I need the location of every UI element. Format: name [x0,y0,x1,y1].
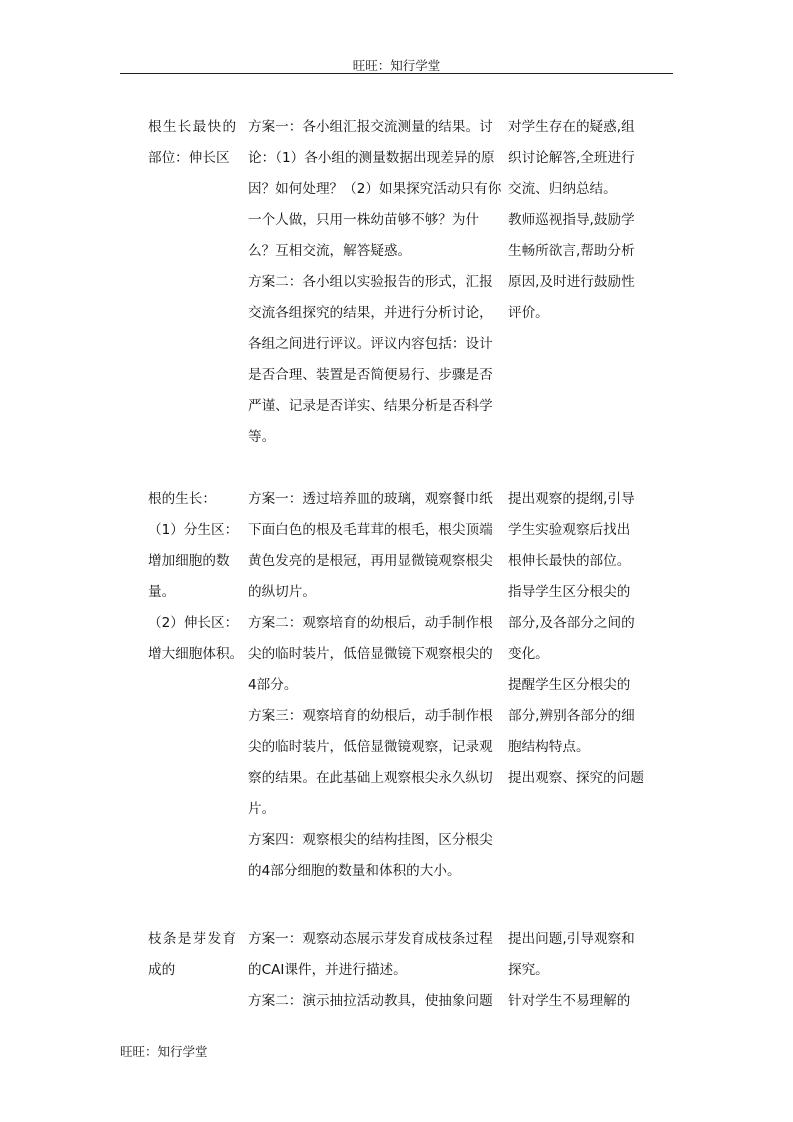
activity-line: 各组之间进行评议。评议内容包括：设计 [248,336,493,352]
topic-line: 枝条是芽发育 [148,931,238,947]
activity-line: 是否合理、装置是否简便易行、步骤是否 [248,367,493,383]
teacher-column [508,484,648,794]
activity-line: 论：（1）各小组的测量数据出现差异的原 [248,150,495,166]
activity-line: 下面白色的根及毛茸茸的根毛，根尖顶端 [248,522,493,538]
activity-column [248,112,506,453]
teacher-line: 根伸长最快的部位。 [508,553,631,569]
teacher-line: 提醒学生区分根尖的 [508,677,631,693]
teacher-line: 生畅所欲言,帮助分析 [508,243,635,259]
teacher-line: 变化。 [508,646,549,662]
topic-line: 增大细胞体积。 [148,646,244,662]
teacher-line: 织讨论解答,全班进行 [508,150,635,166]
activity-line: 交流各组探究的结果，并进行分析讨论， [248,305,493,321]
activity-line: 的CAI课件，并进行描述。 [248,962,407,978]
activity-line: 么？互相交流，解答疑惑。 [248,243,412,259]
activity-line: 察的结果。在此基础上观察根尖永久纵切 [248,770,493,786]
activity-line: 方案二：各小组以实验报告的形式，汇报 [248,274,493,290]
activity-line: 尖的临时装片，低倍显微镜观察，记录观 [248,739,493,755]
topic-column [148,924,246,986]
topic-line: 增加细胞的数 [148,553,230,569]
activity-line: 的纵切片。 [248,584,316,600]
topic-line: 量。 [148,584,176,600]
activity-line: 严谨、记录是否详实、结果分析是否科学 [248,398,493,414]
activity-line: 等。 [248,429,276,445]
teacher-line: 对学生存在的疑惑,组 [508,119,635,135]
activity-line: 方案一：各小组汇报交流测量的结果。讨 [248,119,493,135]
activity-column [248,484,506,887]
topic-line: 根生长最快的 [148,119,238,135]
topic-column [148,484,246,670]
topic-line: （2）伸长区： [148,615,239,631]
teacher-line: 胞结构特点。 [508,739,590,755]
teacher-line: 指导学生区分根尖的 [508,584,631,600]
activity-line: 4部分。 [248,677,298,693]
topic-line: 成的 [148,962,176,978]
teacher-line: 评价。 [508,305,549,321]
teacher-line: 部分,及各部分之间的 [508,615,635,631]
page-footer: 旺旺：知行学堂 [120,1044,208,1059]
topic-line: （1）分生区： [148,522,239,538]
teacher-line: 提出观察的提纲,引导 [508,491,635,507]
page-header: 旺旺：知行学堂 [352,58,441,73]
teacher-line: 学生实验观察后找出 [508,522,631,538]
activity-line: 方案四：观察根尖的结构挂图，区分根尖 [248,832,493,848]
activity-line: 一个人做，只用一株幼苗够不够？为什 [248,212,480,228]
teacher-line: 交流、归纳总结。 [508,181,617,197]
teacher-line: 教师巡视指导,鼓励学 [508,212,635,228]
activity-line: 方案三：观察培育的幼根后，动手制作根 [248,708,493,724]
teacher-column [508,924,648,1017]
activity-line: 方案二：观察培育的幼根后，动手制作根 [248,615,493,631]
activity-line: 方案一：观察动态展示芽发育成枝条过程 [248,931,493,947]
teacher-line: 提出问题,引导观察和 [508,931,635,947]
activity-line: 方案一：透过培养皿的玻璃，观察餐巾纸 [248,491,493,507]
teacher-line: 部分,辨别各部分的细 [508,708,635,724]
teacher-line: 探究。 [508,962,549,978]
header-divider [120,73,673,74]
activity-line: 的4部分细胞的数量和体积的大小。 [248,863,461,879]
activity-line: 黄色发亮的是根冠，再用显微镜观察根尖 [248,553,493,569]
activity-line: 尖的临时装片，低倍显微镜下观察根尖的 [248,646,493,662]
activity-line: 片。 [248,801,276,817]
topic-line: 部位：伸长区 [148,150,230,166]
teacher-line: 针对学生不易理解的 [508,993,631,1009]
teacher-line: 原因,及时进行鼓励性 [508,274,635,290]
topic-line: 根的生长： [148,491,216,507]
teacher-column [508,112,648,329]
activity-line: 因？如何处理？（2）如果探究活动只有你 [248,181,502,197]
activity-column [248,924,506,1017]
teacher-line: 提出观察、探究的问题 [508,770,644,786]
activity-line: 方案二：演示抽拉活动教具，使抽象问题 [248,993,493,1009]
topic-column [148,112,246,174]
